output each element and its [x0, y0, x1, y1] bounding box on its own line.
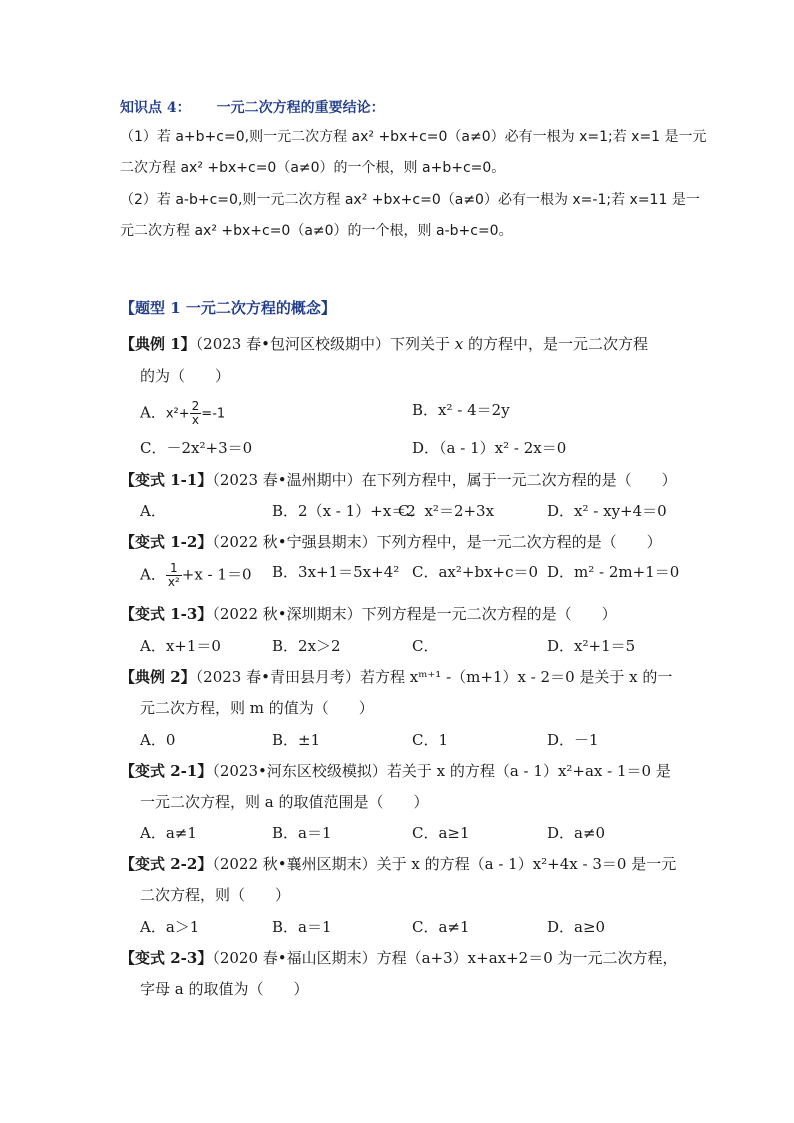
option-c[interactable]: C．x²＝2+3x [398, 502, 495, 520]
options-row [140, 730, 700, 754]
option-a[interactable]: A．a＞1 [140, 918, 200, 936]
option-b[interactable]: B．±1 [272, 731, 321, 749]
option-b[interactable]: B．3x+1＝5x+4² [272, 563, 400, 581]
options-row [140, 917, 700, 941]
fraction: $\frac{1}{\text{x²}}$ [167, 561, 180, 589]
option-a[interactable]: A．a≠1 [140, 824, 197, 842]
option-d[interactable]: D．－1 [547, 731, 599, 749]
knowledge-point-heading [120, 98, 385, 118]
question-continuation: 的为（ ） [140, 367, 231, 385]
knowledge-line-1: （1）若 a+b+c=0,则一元二次方程 ax² +bx+c=0（a≠0）必有一根为 x=1;若 x=1 是一元 [120, 129, 707, 145]
option-a[interactable]: A．0 [140, 731, 176, 749]
option-a[interactable]: A．x+1＝0 [140, 637, 221, 655]
question-variant-1-3: 【变式 1-3】（2022 秋•深圳期末）下列方程是一元二次方程的是（ ） [120, 605, 617, 623]
question-continuation: 二次方程，则（ ） [140, 886, 291, 904]
options-row [140, 823, 700, 847]
options-row [140, 636, 700, 660]
question-tag: 【典例 1】 [120, 335, 196, 353]
knowledge-point-label: 知识点 4： [120, 100, 191, 116]
question-example-1: 【典例 1】（2023 春•包河区校级期中）下列关于 x 的方程中，是一元二次方程 [120, 335, 648, 353]
question-variant-2-3: 【变式 2-3】（2020 春•福山区期末）方程（a+3）x+ax+2＝0 为一元二次方程， [120, 949, 678, 967]
option-d[interactable]: D．a≥0 [547, 918, 606, 936]
question-variant-1-2: 【变式 1-2】（2022 秋•宁强县期末）下列方程中，是一元二次方程的是（ ） [120, 533, 662, 551]
option-d[interactable]: D．m² - 2m+1＝0 [547, 563, 680, 581]
option-b[interactable]: B．a＝1 [272, 918, 332, 936]
options-row [140, 561, 700, 589]
option-b[interactable]: B．2（x - 1）+x＝2 [272, 502, 416, 520]
question-continuation: 字母 a 的取值为（ ） [140, 980, 309, 998]
knowledge-line-2: 二次方程 ax² +bx+c=0（a≠0）的一个根，则 a+b+c=0。 [120, 160, 506, 176]
option-c[interactable]: C．a≠1 [412, 918, 470, 936]
option-d[interactable]: D．x²+1＝5 [547, 637, 636, 655]
question-variant-2-2: 【变式 2-2】（2022 秋•襄州区期末）关于 x 的方程（a - 1）x²+4x - 3＝0 是一元 [120, 855, 677, 873]
section-title: 【题型 1 一元二次方程的概念】 [120, 299, 336, 317]
knowledge-line-3: （2）若 a-b+c=0,则一元二次方程 ax² +bx+c=0（a≠0）必有一根为 x=-1;若 x=11 是一 [120, 192, 700, 208]
knowledge-line-4: 元二次方程 ax² +bx+c=0（a≠0）的一个根，则 a-b+c=0。 [120, 223, 513, 239]
knowledge-point-title: 一元二次方程的重要结论： [216, 100, 385, 116]
option-d[interactable]: D．a≠0 [547, 824, 606, 842]
question-example-2: 【典例 2】（2023 春•青田县月考）若方程 xᵐ⁺¹ -（m+1）x - 2＝0 是关于 x 的一 [120, 668, 673, 686]
option-a[interactable]: A．x²+ $\frac{2}{x}$ =-1 [140, 399, 226, 427]
question-variant-2-1: 【变式 2-1】（2023•河东区校级模拟）若关于 x 的方程（a - 1）x²+ax - 1＝0 是 [120, 762, 671, 780]
option-c[interactable]: C．a≥1 [412, 824, 470, 842]
options-row [140, 438, 700, 462]
option-c[interactable]: C．1 [412, 731, 449, 749]
option-b[interactable]: B．2x＞2 [272, 637, 341, 655]
option-d[interactable]: D．x² - xy+4＝0 [547, 502, 667, 520]
fraction: $\frac{2}{x}$ [191, 399, 200, 427]
question-continuation: 一元二次方程，则 a 的取值范围是（ ） [140, 793, 429, 811]
question-continuation: 元二次方程，则 m 的值为（ ） [140, 699, 374, 717]
options-row [140, 399, 700, 427]
option-b[interactable]: B．x² - 4＝2y [412, 401, 510, 419]
option-c[interactable]: C． [412, 637, 439, 655]
question-variant-1-1: 【变式 1-1】（2023 春•温州期中）在下列方程中，属于一元二次方程的是（ ） [120, 471, 677, 489]
option-d[interactable]: D．（a - 1）x² - 2x＝0 [412, 439, 567, 457]
option-a[interactable]: A． [140, 502, 166, 520]
option-a[interactable]: A． $\frac{1}{\text{x²}}$ +x - 1＝0 [140, 561, 252, 589]
option-b[interactable]: B．a＝1 [272, 824, 332, 842]
option-c[interactable]: C．ax²+bx+c＝0 [412, 563, 539, 581]
option-c[interactable]: C．－2x²+3＝0 [140, 439, 253, 457]
options-row [140, 501, 700, 525]
